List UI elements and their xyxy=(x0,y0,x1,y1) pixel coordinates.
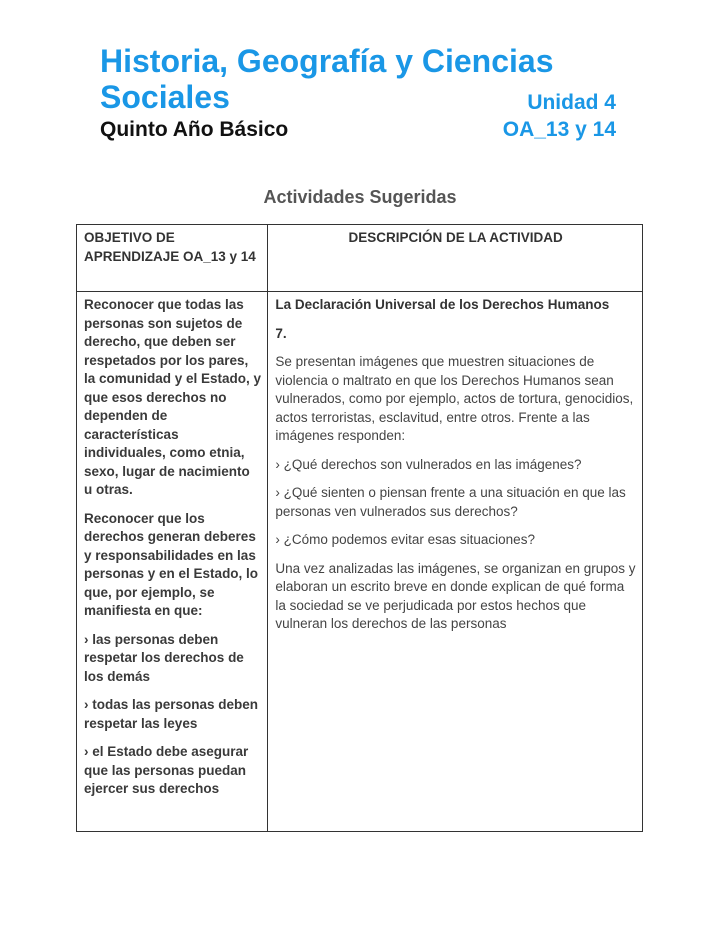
description-cell xyxy=(268,292,643,832)
unit-label: Unidad 4 xyxy=(527,91,616,114)
grade-label: Quinto Año Básico xyxy=(100,118,289,141)
objective-bullet: › todas las personas deben respetar las leyes xyxy=(84,697,259,731)
table-header-row xyxy=(77,225,643,292)
activity-closing: Una vez analizadas las imágenes, se organizan en grupos y elaboran un escrito breve en donde explican de qué forma la sociedad se ve perjudicada por estos hechos que vulneran los derechos de las personas xyxy=(275,560,636,631)
activity-intro: Se presentan imágenes que muestren situaciones de violencia o maltrato en que los Derechos Humanos sean vulnerados, como por ejemplo, actos de tortura, genocidios, actos terroristas, esclavitud, entre otros. Frente a las imágenes responden: xyxy=(275,354,634,443)
objective-paragraph: Reconocer que todas las personas son sujetos de derecho, que deben ser respetados por los pares, la comunidad y el Estado, y que esos derechos no dependen de características individuales, como etnia, sexo, lugar de nacimiento u otras. xyxy=(84,297,262,497)
objective-header: OBJETIVO DE APRENDIZAJE OA_13 y 14 xyxy=(77,225,268,292)
activity-question: › ¿Qué sienten o piensan frente a una situación en que las personas ven vulnerados sus derechos? xyxy=(275,485,626,519)
activity-question: › ¿Qué derechos son vulnerados en las imágenes? xyxy=(275,456,582,472)
activity-question: › ¿Cómo podemos evitar esas situaciones? xyxy=(275,532,535,547)
description-header: DESCRIPCIÓN DE LA ACTIVIDAD xyxy=(268,225,643,292)
objective-bullet: › el Estado debe asegurar que las personas puedan ejercer sus derechos xyxy=(84,744,249,796)
activity-number: 7. xyxy=(275,325,287,341)
activity-title: La Declaración Universal de los Derechos Humanos xyxy=(275,297,610,312)
oa-label: OA_13 y 14 xyxy=(502,118,616,141)
objective-cell xyxy=(77,292,268,832)
section-title: Actividades Sugeridas xyxy=(263,187,457,207)
document-title: Historia, Geografía y Ciencias Sociales xyxy=(100,43,554,115)
activities-table xyxy=(76,224,643,832)
table-row xyxy=(77,292,643,832)
objective-bullet: › las personas deben respetar los derechos de los demás xyxy=(84,631,244,684)
objective-paragraph: Reconocer que los derechos generan deberes y responsabilidades en las personas y en el Estado, lo que, por ejemplo, se manifiesta en que: xyxy=(84,510,259,618)
